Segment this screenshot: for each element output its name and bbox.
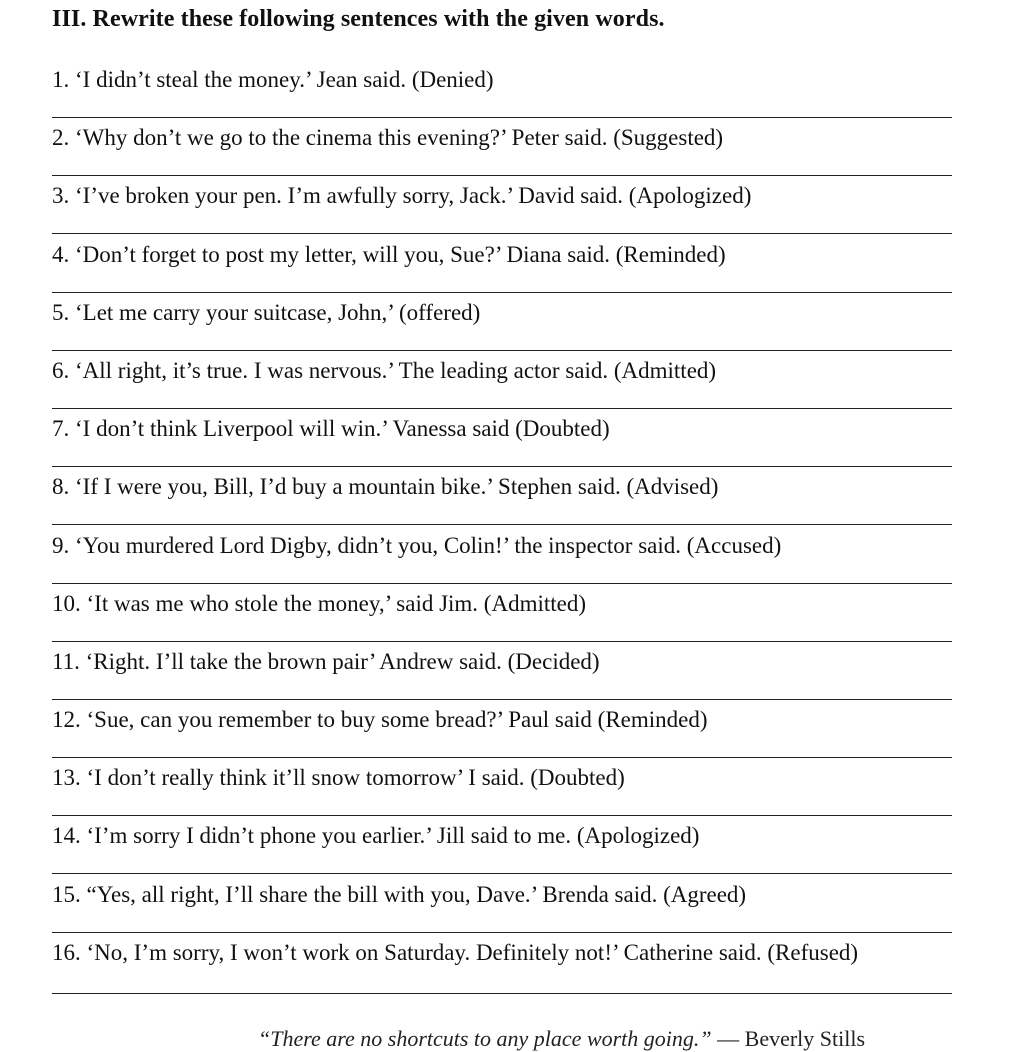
exercise-sentence: 12. ‘Sue, can you remember to buy some bread?’ Paul said (Reminded) <box>52 707 708 733</box>
exercise-sentence: 6. ‘All right, it’s true. I was nervous.’ The leading actor said. (Admitted) <box>52 357 717 383</box>
exercise-sentence: 1. ‘I didn’t steal the money.’ Jean said. (Denied) <box>52 67 494 92</box>
exercise-item <box>52 700 952 758</box>
exercise-sentence: 5. ‘Let me carry your suitcase, John,’ (offered) <box>52 299 481 325</box>
quote-text: “There are no shortcuts to any place worth going.” <box>258 1026 712 1051</box>
answer-line <box>52 993 952 994</box>
exercise-item <box>52 933 952 991</box>
quote-author: — Beverly Stills <box>711 1026 866 1051</box>
exercise-sentence: 2. ‘Why don’t we go to the cinema this evening?’ Peter said. (Suggested) <box>52 125 724 151</box>
exercise-item <box>52 642 952 700</box>
exercise-item <box>52 816 952 874</box>
exercise-sentence: 16. ‘No, I’m sorry, I won’t work on Saturday. Definitely not!’ Catherine said. (Refused) <box>52 939 859 965</box>
exercise-item <box>52 584 952 642</box>
exercise-sentence: 9. ‘You murdered Lord Digby, didn’t you, Colin!’ the inspector said. (Accused) <box>52 532 782 558</box>
exercise-item <box>52 526 952 584</box>
exercise-item <box>52 351 952 409</box>
exercise-sentence: 15. “Yes, all right, I’ll share the bill with you, Dave.’ Brenda said. (Agreed) <box>52 881 747 907</box>
exercise-sentence: 11. ‘Right. I’ll take the brown pair’ Andrew said. (Decided) <box>52 648 600 674</box>
exercise-sentence: 3. ‘I’ve broken your pen. I’m awfully sorry, Jack.’ David said. (Apologized) <box>52 183 752 209</box>
exercise-list <box>52 60 952 991</box>
exercise-sentence: 13. ‘I don’t really think it’ll snow tomorrow’ I said. (Doubted) <box>52 765 625 791</box>
exercise-item <box>52 60 952 118</box>
exercise-item <box>52 409 952 467</box>
exercise-sentence: 8. ‘If I were you, Bill, I’d buy a mountain bike.’ Stephen said. (Advised) <box>52 474 719 500</box>
exercise-item <box>52 467 952 525</box>
exercise-sentence: 7. ‘I don’t think Liverpool will win.’ Vanessa said (Doubted) <box>52 416 610 442</box>
exercise-item <box>52 235 952 293</box>
exercise-sentence: 10. ‘It was me who stole the money,’ said Jim. (Admitted) <box>52 590 587 616</box>
exercise-item <box>52 176 952 234</box>
exercise-sentence: 14. ‘I’m sorry I didn’t phone you earlier.’ Jill said to me. (Apologized) <box>52 823 700 849</box>
exercise-heading: III. Rewrite these following sentences with the given words. <box>52 6 665 32</box>
exercise-item <box>52 758 952 816</box>
exercise-item <box>52 118 952 176</box>
exercise-item <box>52 875 952 933</box>
exercise-sentence: 4. ‘Don’t forget to post my letter, will you, Sue?’ Diana said. (Reminded) <box>52 241 726 267</box>
footer-quote <box>258 1026 865 1052</box>
exercise-item <box>52 293 952 351</box>
